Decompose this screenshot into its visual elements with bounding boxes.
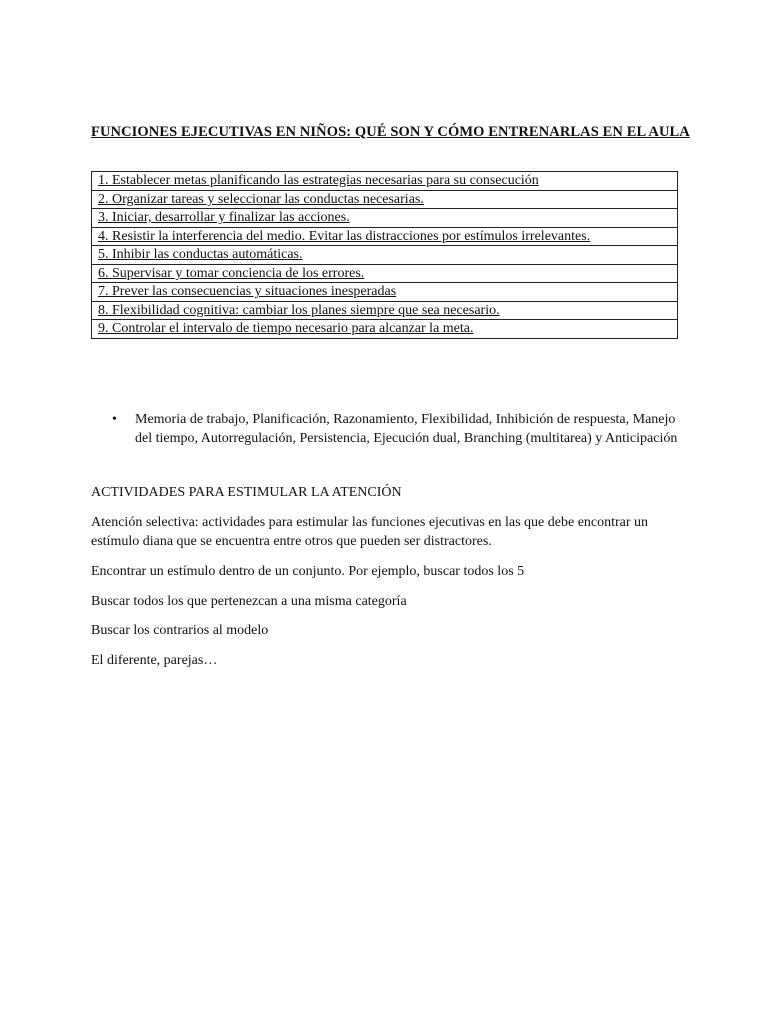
- paragraph: Buscar los contrarios al modelo: [91, 623, 269, 638]
- list-item: [112, 410, 687, 448]
- table-cell: 7. Prever las consecuencias y situaciones inesperadas: [92, 283, 678, 302]
- table-row: [92, 209, 678, 228]
- table-row: [92, 172, 678, 191]
- table-row: [92, 264, 678, 283]
- paragraph: Encontrar un estímulo dentro de un conjunto. Por ejemplo, buscar todos los 5: [91, 564, 525, 579]
- table-cell: 6. Supervisar y tomar conciencia de los errores.: [92, 264, 678, 283]
- table-row: [92, 283, 678, 302]
- table-row: [92, 227, 678, 246]
- table-cell: 3. Iniciar, desarrollar y finalizar las acciones.: [92, 209, 678, 228]
- table-row: [92, 190, 678, 209]
- table-cell: 8. Flexibilidad cognitiva: cambiar los planes siempre que sea necesario.: [92, 301, 678, 320]
- executive-functions-table: [91, 171, 678, 339]
- bullet-icon: •: [112, 412, 117, 427]
- paragraph: El diferente, parejas…: [91, 653, 218, 668]
- table-cell: 1. Establecer metas planificando las estrategias necesarias para su consecución: [92, 172, 678, 191]
- table-cell: 2. Organizar tareas y seleccionar las conductas necesarias.: [92, 190, 678, 209]
- section-heading: ACTIVIDADES PARA ESTIMULAR LA ATENCIÓN: [91, 485, 402, 500]
- bullet-text: Memoria de trabajo, Planificación, Razonamiento, Flexibilidad, Inhibición de respuesta, Manejo del tiempo, Autorregulación, Persistencia, Ejecución dual, Branching (multitarea) y Anticipación: [135, 412, 678, 446]
- bullet-list: [112, 410, 687, 448]
- document-title: FUNCIONES EJECUTIVAS EN NIÑOS: QUÉ SON Y CÓMO ENTRENARLAS EN EL AULA: [91, 124, 690, 140]
- table-row: [92, 301, 678, 320]
- table-cell: 4. Resistir la interferencia del medio. Evitar las distracciones por estímulos irrelevantes.: [92, 227, 678, 246]
- table-row: [92, 246, 678, 265]
- table-cell: 5. Inhibir las conductas automáticas.: [92, 246, 678, 265]
- table-cell: 9. Controlar el intervalo de tiempo necesario para alcanzar la meta.: [92, 320, 678, 339]
- paragraph: Buscar todos los que pertenezcan a una misma categoría: [91, 594, 407, 609]
- paragraph: Atención selectiva: actividades para estimular las funciones ejecutivas en las que debe encontrar un estímulo diana que se encuentra entre otros que pueden ser distractores.: [91, 515, 649, 549]
- table-row: [92, 320, 678, 339]
